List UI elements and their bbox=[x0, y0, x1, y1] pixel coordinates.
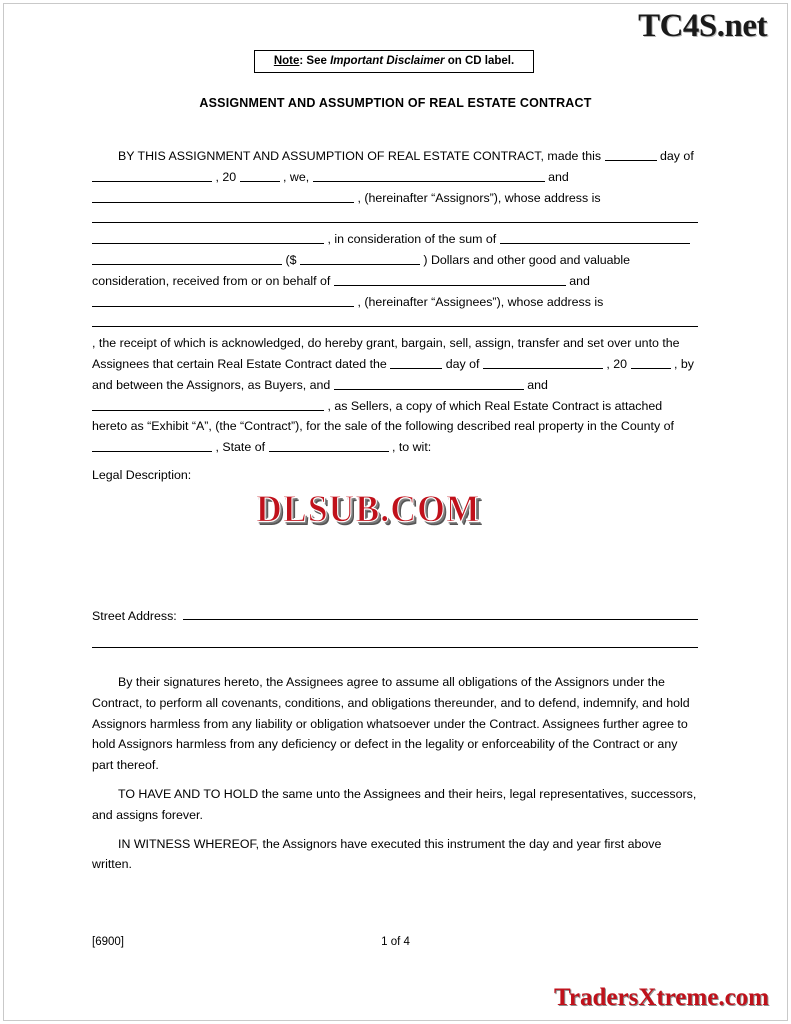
footer-page-number: 1 of 4 bbox=[381, 936, 410, 948]
blank-field-sum-words-1[interactable] bbox=[500, 230, 690, 244]
body-text-run: , (hereinafter “Assignees”), whose address is bbox=[357, 294, 604, 309]
body-text-run: BY THIS ASSIGNMENT AND ASSUMPTION OF REAL ESTATE CONTRACT, made this bbox=[118, 149, 602, 163]
note-colon: : bbox=[299, 55, 304, 67]
street-address-label: Street Address: bbox=[92, 609, 177, 623]
body-text-run: consideration, received from or on behalf of bbox=[92, 273, 331, 288]
blank-field-state[interactable] bbox=[269, 438, 389, 452]
body-text-run: , to wit: bbox=[391, 440, 432, 455]
body-paragraph-4: IN WITNESS WHEREOF, the Assignors have executed this instrument the day and year first above written. bbox=[92, 836, 662, 872]
body-text-run: and bbox=[548, 169, 569, 184]
body-paragraph-3: TO HAVE AND TO HOLD the same unto the Assignees and their heirs, legal representatives, successors, and assigns forever. bbox=[92, 786, 697, 822]
blank-field-assignee-2[interactable] bbox=[92, 293, 354, 307]
blank-field-buyers[interactable] bbox=[334, 376, 524, 390]
page-title: ASSIGNMENT AND ASSUMPTION OF REAL ESTATE CONTRACT bbox=[199, 96, 592, 110]
body-text-run: ) Dollars and other good and valuable bbox=[423, 252, 631, 267]
blank-field-county[interactable] bbox=[92, 438, 212, 452]
body-text-run: , by and between the Assignors, as Buyers, and bbox=[92, 356, 694, 392]
body-text-run: the receipt of which is acknowledged, do hereby grant, bargain, sell, assign, transfer and set over bbox=[98, 336, 632, 351]
blank-field-street-address-1[interactable] bbox=[183, 606, 698, 620]
blank-field-contract-year[interactable] bbox=[631, 355, 671, 369]
disclaimer-note-box bbox=[254, 50, 534, 73]
note-label: Note bbox=[273, 55, 300, 67]
blank-field-sum-numeric[interactable] bbox=[300, 251, 420, 265]
body-text-run: , (hereinafter “Assignors”), whose address is bbox=[357, 190, 601, 205]
blank-field-year[interactable] bbox=[240, 168, 280, 182]
blank-field-assignor-address-1[interactable] bbox=[92, 209, 698, 223]
body-text-run: , bbox=[92, 336, 96, 351]
document-body bbox=[92, 146, 698, 458]
brand-top-right: TC4S.net bbox=[638, 8, 767, 44]
body-paragraph-1 bbox=[92, 146, 698, 458]
note-text-after: on CD label. bbox=[444, 55, 515, 67]
body-text-run: , in consideration of the sum of bbox=[327, 232, 497, 247]
body-text-run: , as Sellers, a copy of which Real Estate Contract is bbox=[327, 398, 612, 413]
blank-field-assignee-address[interactable] bbox=[92, 313, 698, 327]
blank-field-street-address-2[interactable] bbox=[92, 627, 698, 648]
blank-field-month[interactable] bbox=[92, 168, 212, 182]
body-text-run: 20 bbox=[613, 356, 628, 371]
body-text-run: , we, bbox=[283, 169, 310, 184]
blank-field-assignor-address-2[interactable] bbox=[92, 230, 324, 244]
blank-field-day[interactable] bbox=[605, 147, 657, 161]
body-text-run: ($ bbox=[285, 252, 297, 267]
body-text-run: day of bbox=[445, 356, 480, 371]
blank-field-assignor-1[interactable] bbox=[313, 168, 545, 182]
body-text-run: attached hereto as “Exhibit “A”, (the “Contract”), for the sale of the following described real property bbox=[92, 398, 663, 434]
blank-field-sum-words-2[interactable] bbox=[92, 251, 282, 265]
document-lower-body bbox=[92, 672, 698, 875]
body-paragraph-2: By their signatures hereto, the Assignees agree to assume all obligations of the Assignors under the Contract, to perform all covenants, conditions, and obligations thereunder, and to defend, indemnify, and hold Assignors harmless from any liability or obligation whatsoever under the Contract. Assignees further agree to hold Assignors harmless from any deficiency or defect in the legality or enforceability of the Contract or any part thereof. bbox=[92, 675, 690, 773]
footer-form-code: [6900] bbox=[92, 936, 124, 948]
legal-description-label: Legal Description: bbox=[92, 468, 192, 482]
blank-field-assignee-1[interactable] bbox=[334, 272, 566, 286]
body-text-run: , bbox=[606, 356, 610, 371]
body-text-run: , 20 bbox=[215, 169, 237, 184]
body-text-run: and bbox=[569, 273, 590, 288]
blank-field-assignor-2[interactable] bbox=[92, 189, 354, 203]
watermark-dlsub: DLSUB.COM bbox=[256, 488, 481, 531]
body-text-run: day of bbox=[660, 149, 694, 163]
body-text-run: , State of bbox=[215, 440, 266, 455]
blank-field-contract-day[interactable] bbox=[390, 355, 442, 369]
blank-field-sellers[interactable] bbox=[92, 397, 324, 411]
body-text-run: unto the Assignees that certain Real Estate Contract dated the bbox=[92, 336, 680, 371]
body-text-run: in the County of bbox=[587, 419, 674, 434]
street-address-block bbox=[92, 606, 698, 648]
note-text-before: See bbox=[303, 55, 331, 67]
body-text-run: and bbox=[527, 377, 548, 392]
brand-bottom-right: TradersXtreme.com bbox=[554, 984, 769, 1011]
note-emphasis: Important Disclaimer bbox=[330, 55, 445, 67]
blank-field-contract-month[interactable] bbox=[483, 355, 603, 369]
